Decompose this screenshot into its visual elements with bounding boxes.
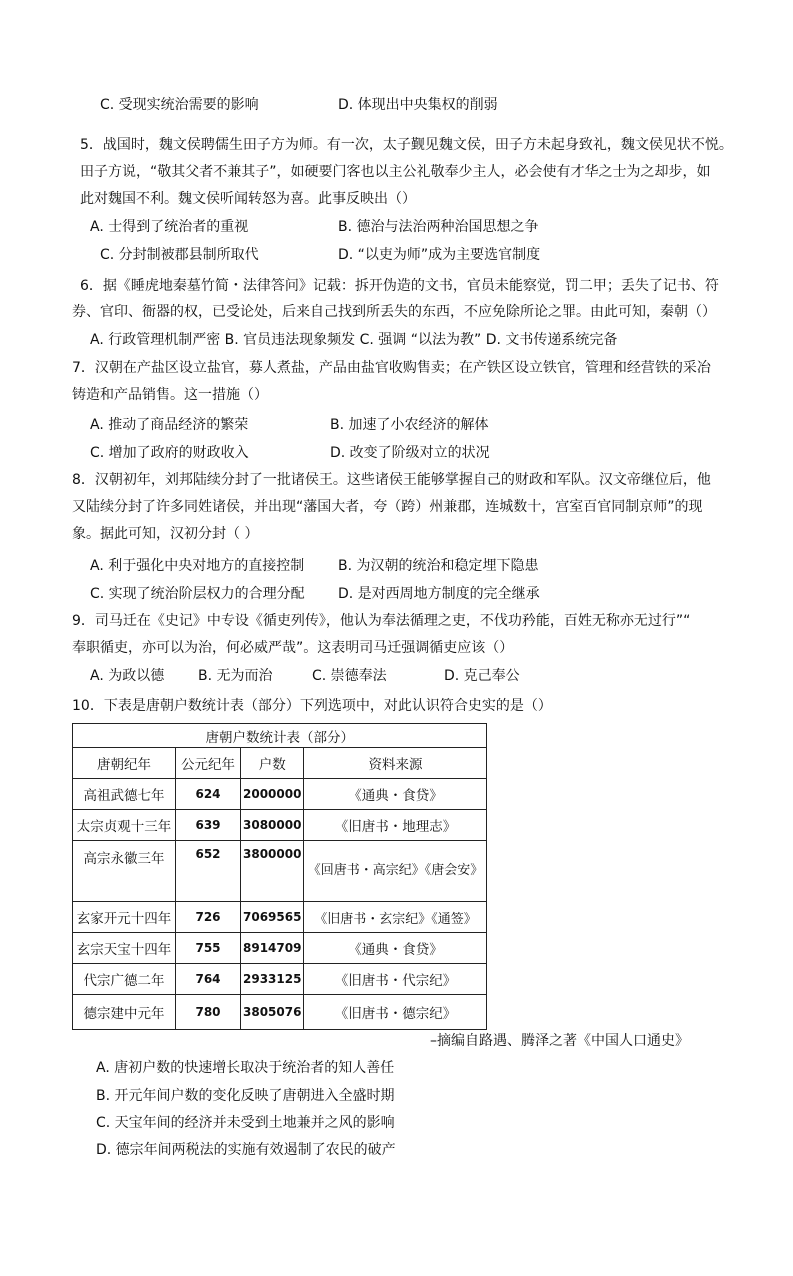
q7-stem-line1: 7．汉朝在产盐区设立盐官，募人煮盐，产品由盐官收购售卖；在产铁区设立铁官，管理和经营铁的采冶 xyxy=(72,360,711,376)
q8-stem-line1: 8．汉朝初年，刘邦陆续分封了一批诸侯王。这些诸侯王能够掌握自己的财政和军队。汉文帝继位后，他 xyxy=(72,472,711,488)
table-cell: 《回唐书・高宗纪》《唐会安》 xyxy=(304,841,487,902)
table-cell: 764 xyxy=(176,964,241,995)
q5-option-b: B. 德治与法治两种治国思想之争 xyxy=(338,219,539,235)
q6-stem-line2: 券、官印、衙器的权，已受论处，后来自己找到所丢失的东西，不应免除所论之罪。由此可知，秦朝（） xyxy=(72,304,716,320)
table-cell: 《通典・食贷》 xyxy=(304,779,487,810)
table-source-note: –摘编自路遇、腾泽之著《中国人口通史》 xyxy=(430,1033,689,1049)
table-header: 唐朝纪年 xyxy=(73,748,176,779)
table-header: 户数 xyxy=(241,748,304,779)
q5-stem-line3: 此对魏国不利。魏文侯听闻转怒为喜。此事反映出（） xyxy=(80,191,416,207)
q9-option-d: D. 克己奉公 xyxy=(444,668,520,684)
table-cell: 代宗广德二年 xyxy=(73,964,176,995)
table-header-row xyxy=(73,748,487,779)
q5-option-d: D. “以吏为师”成为主要选官制度 xyxy=(338,247,541,263)
q9-option-b: B. 无为而治 xyxy=(198,668,273,684)
q4-option-d: D. 体现出中央集权的削弱 xyxy=(338,97,498,113)
table-cell: 德宗建中元年 xyxy=(73,995,176,1030)
table-row xyxy=(73,964,487,995)
table-header: 资料来源 xyxy=(304,748,487,779)
table-cell: 652 xyxy=(176,841,241,902)
table-row xyxy=(73,841,487,902)
table-header: 公元纪年 xyxy=(176,748,241,779)
q5-option-c: C. 分封制被郡县制所取代 xyxy=(100,247,259,263)
q7-stem-line2: 铸造和产品销售。这一措施（） xyxy=(72,387,268,403)
table-cell: 高祖武德七年 xyxy=(73,779,176,810)
table-cell: 《旧唐书・地理志》 xyxy=(304,810,487,841)
q8-option-d: D. 是对西周地方制度的完全继承 xyxy=(338,586,540,602)
table-cell: 玄家开元十四年 xyxy=(73,902,176,933)
q9-option-a: A. 为政以德 xyxy=(90,668,165,684)
q8-option-a: A. 利于强化中央对地方的直接控制 xyxy=(90,558,305,574)
q5-option-a: A. 士得到了统治者的重视 xyxy=(90,219,249,235)
table-cell: 726 xyxy=(176,902,241,933)
table-cell: 3800000 xyxy=(241,841,304,902)
table-cell: 8914709 xyxy=(241,933,304,964)
table-cell: 624 xyxy=(176,779,241,810)
table-cell: 3080000 xyxy=(241,810,304,841)
q8-stem-line2: 又陆续分封了许多同姓诸侯，并出现“藩国大者，夸（跨）州兼郡，连城数十，宫室百官同制京师”的现 xyxy=(72,499,703,515)
q8-stem-line3: 象。据此可知，汉初分封（ ） xyxy=(72,526,259,542)
table-cell: 639 xyxy=(176,810,241,841)
q6-options: A. 行政管理机制严密 B. 官员违法现象频发 C. 强调 “以法为教” D. 文书传递系统完备 xyxy=(90,332,618,348)
q8-option-c: C. 实现了统治阶层权力的合理分配 xyxy=(90,586,305,602)
q8-option-b: B. 为汉朝的统治和稳定埋下隐患 xyxy=(338,558,539,574)
q7-option-d: D. 改变了阶级对立的状况 xyxy=(330,445,490,461)
table-cell: 2933125 xyxy=(241,964,304,995)
q7-option-a: A. 推动了商品经济的繁荣 xyxy=(90,417,249,433)
q10-option-c: C. 天宝年间的经济并未受到土地兼并之风的影响 xyxy=(96,1115,395,1131)
table-row xyxy=(73,933,487,964)
table-cell: 《旧唐书・德宗纪》 xyxy=(304,995,487,1030)
table-cell: 755 xyxy=(176,933,241,964)
household-table xyxy=(72,723,487,1030)
q9-stem-line1: 9．司马迁在《史记》中专设《循吏列传》，他认为奉法循理之吏，不伐功矜能，百姓无称亦无过行”“ xyxy=(72,613,691,629)
q7-option-b: B. 加速了小农经济的解体 xyxy=(330,417,489,433)
q4-option-c: C. 受现实统治需要的影响 xyxy=(100,97,259,113)
q7-option-c: C. 增加了政府的财政收入 xyxy=(90,445,249,461)
table-cell: 《旧唐书・玄宗纪》《通签》 xyxy=(304,902,487,933)
table-caption-row xyxy=(73,724,487,748)
q5-stem-line1: 5．战国时，魏文侯聘儒生田子方为师。有一次，太子觐见魏文侯，田子方未起身致礼，魏文侯见状不悦。 xyxy=(80,137,733,153)
table-cell: 《通典・食贷》 xyxy=(304,933,487,964)
q10-option-a: A. 唐初户数的快速增长取决于统治者的知人善任 xyxy=(96,1060,395,1076)
q6-stem-line1: 6．据《睡虎地秦墓竹简・法律答问》记载：拆开伪造的文书，官员未能察觉，罚二甲；丢失了记书、符 xyxy=(80,278,719,294)
q9-option-c: C. 崇德奉法 xyxy=(312,668,387,684)
table-cell: 玄宗天宝十四年 xyxy=(73,933,176,964)
table-row xyxy=(73,779,487,810)
table-row xyxy=(73,995,487,1030)
table-cell: 2000000 xyxy=(241,779,304,810)
table-row xyxy=(73,902,487,933)
table-cell: 780 xyxy=(176,995,241,1030)
q5-stem-line2: 田子方说，“敬其父者不兼其子”，如硬要门客也以主公礼敬奉少主人，必会使有才华之士为之却步，如 xyxy=(80,164,711,180)
q9-stem-line2: 奉职循吏，亦可以为治，何必威严哉”。这表明司马迁强调循吏应该（） xyxy=(72,640,514,656)
q10-stem: 10．下表是唐朝户数统计表（部分）下列选项中，对此认识符合史实的是（） xyxy=(72,698,552,714)
table-cell: 7069565 xyxy=(241,902,304,933)
table-caption: 唐朝户数统计表（部分） xyxy=(73,724,487,748)
table-cell: 《旧唐书・代宗纪》 xyxy=(304,964,487,995)
q10-option-b: B. 开元年间户数的变化反映了唐朝进入全盛时期 xyxy=(96,1088,395,1104)
table-cell: 3805076 xyxy=(241,995,304,1030)
table-cell: 太宗贞观十三年 xyxy=(73,810,176,841)
table-row xyxy=(73,810,487,841)
q10-option-d: D. 德宗年间两税法的实施有效遏制了农民的破产 xyxy=(96,1142,396,1158)
table-cell: 高宗永徽三年 xyxy=(73,841,176,902)
